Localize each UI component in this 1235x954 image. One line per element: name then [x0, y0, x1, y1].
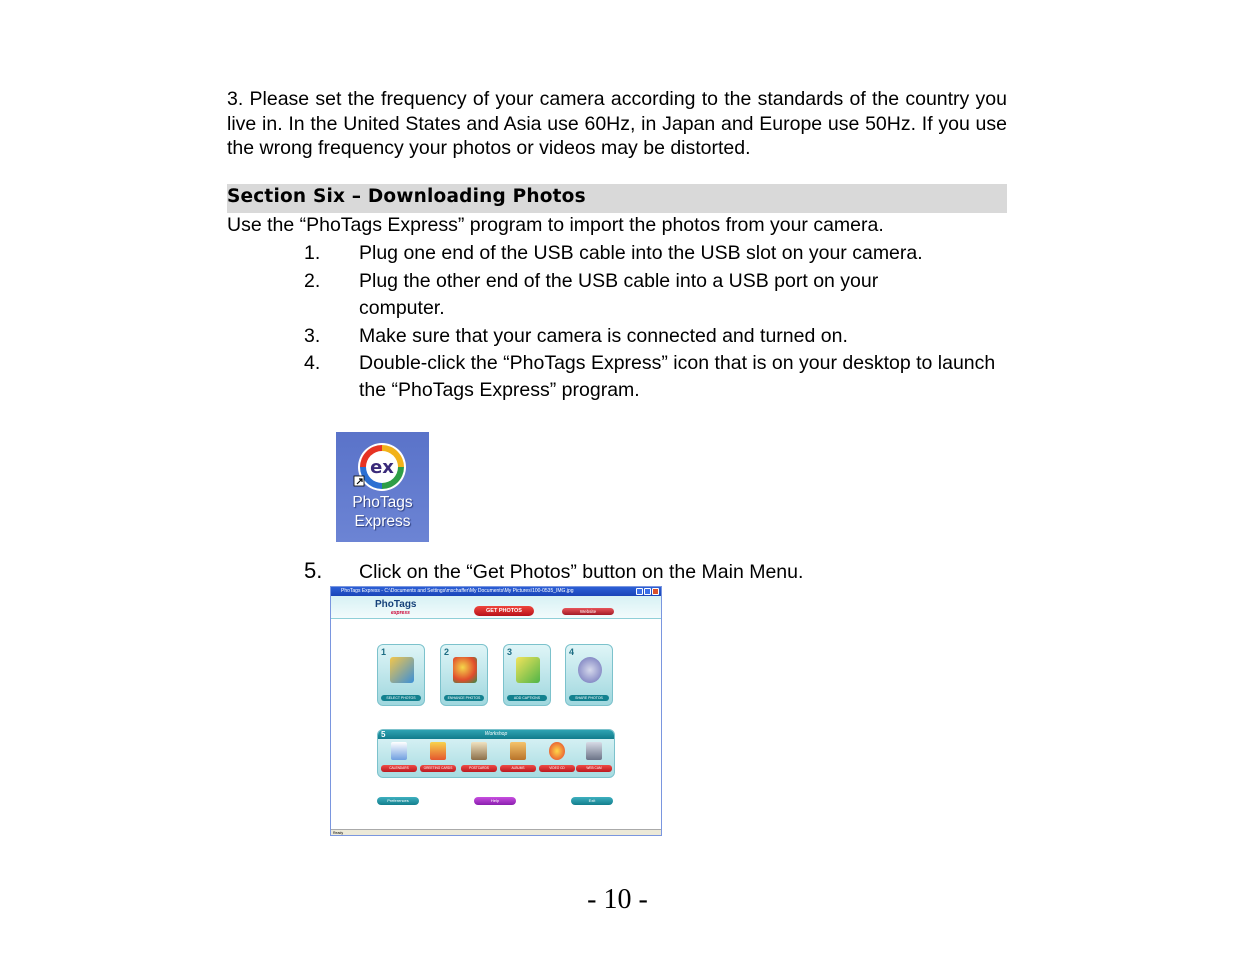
app-title: PhoTags Express - C:\Documents and Settings\mschaffer\My Documents\My Pictures\100-0535_IMG.jpg — [341, 588, 574, 594]
enhance-photos-tile[interactable] — [440, 644, 488, 706]
icon-label-line2: Express — [354, 513, 411, 530]
icon-label-line1: PhoTags — [352, 494, 413, 511]
add-captions-tile[interactable] — [503, 644, 551, 706]
maximize-icon[interactable] — [644, 588, 651, 595]
get-photos-button[interactable]: GET PHOTOS — [474, 606, 534, 616]
step-number: 1. — [304, 242, 321, 264]
photags-logo-icon — [336, 432, 429, 502]
album-icon — [510, 742, 526, 760]
intro-text: Use the “PhoTags Express” program to import the photos from your camera. — [227, 214, 884, 236]
badge-text: ex — [370, 457, 394, 478]
tile-label: SHARE PHOTOS — [569, 695, 609, 701]
calendar-icon — [391, 742, 407, 760]
step-text: Double-click the “PhoTags Express” icon that is on your desktop to launch the “PhoTags Express” program. — [359, 352, 996, 401]
letter-a-icon — [516, 657, 540, 683]
logo-subtext: express — [391, 610, 410, 616]
status-bar: Ready — [331, 829, 661, 835]
section-heading: Section Six – Downloading Photos — [227, 186, 586, 207]
frequency-paragraph: 3. Please set the frequency of your camera according to the standards of the country you live in. In the United States and Asia use 60Hz, in Japan and Europe use 50Hz. If you use the wrong frequency your photos or videos may be distorted. — [227, 88, 1007, 159]
web-cam-button[interactable]: WEB CAM — [576, 765, 612, 772]
tile-label: ADD CAPTIONS — [507, 695, 547, 701]
calendars-button[interactable]: CALENDARS — [381, 765, 417, 772]
website-button[interactable]: Website — [562, 608, 614, 615]
postcards-button[interactable]: POSTCARDS — [461, 765, 497, 772]
page-number: - 10 - — [587, 884, 648, 915]
preferences-button[interactable]: Preferences — [377, 797, 419, 805]
section-heading-bar — [227, 184, 1007, 213]
video-cd-button[interactable]: VIDEO CD — [539, 765, 575, 772]
greeting-card-icon — [430, 742, 446, 760]
step-number: 4. — [304, 352, 321, 374]
photags-main-menu-screenshot — [330, 586, 662, 836]
app-titlebar — [331, 587, 661, 596]
help-button[interactable]: Help — [474, 797, 516, 805]
workshop-number: 5 — [381, 730, 386, 739]
step-text: Plug the other end of the USB cable into a USB port on your computer. — [359, 270, 879, 319]
logo-text: PhoTags — [375, 599, 417, 610]
minimize-icon[interactable] — [636, 588, 643, 595]
greeting-cards-button[interactable]: GREETING CARDS — [420, 765, 456, 772]
tile-number: 4 — [569, 647, 575, 657]
workshop-panel — [377, 729, 615, 778]
app-header — [331, 596, 661, 619]
step-number: 5. — [304, 558, 323, 583]
tile-label: ENHANCE PHOTOS — [444, 695, 484, 701]
video-cd-icon — [549, 742, 565, 760]
tile-number: 1 — [381, 647, 387, 657]
step-text: Click on the “Get Photos” button on the Main Menu. — [359, 561, 804, 583]
app-logo — [375, 599, 417, 616]
step-text: Plug one end of the USB cable into the USB slot on your camera. — [359, 242, 923, 264]
tile-number: 2 — [444, 647, 450, 657]
palette-icon — [453, 657, 477, 683]
workshop-title: Workshop — [378, 730, 614, 739]
share-photos-tile[interactable] — [565, 644, 613, 706]
step-number: 2. — [304, 270, 321, 292]
tile-label: SELECT PHOTOS — [381, 695, 421, 701]
exit-button[interactable]: Exit — [571, 797, 613, 805]
tile-number: 3 — [507, 647, 513, 657]
close-icon[interactable] — [652, 588, 659, 595]
step-number: 3. — [304, 325, 321, 347]
select-photos-tile[interactable] — [377, 644, 425, 706]
web-cam-icon — [586, 742, 602, 760]
step-text: Make sure that your camera is connected and turned on. — [359, 325, 848, 347]
photags-desktop-icon[interactable] — [336, 432, 429, 542]
postcard-icon — [471, 742, 487, 760]
albums-button[interactable]: ALBUMS — [500, 765, 536, 772]
folder-icon — [390, 657, 414, 683]
globe-icon — [578, 657, 602, 683]
